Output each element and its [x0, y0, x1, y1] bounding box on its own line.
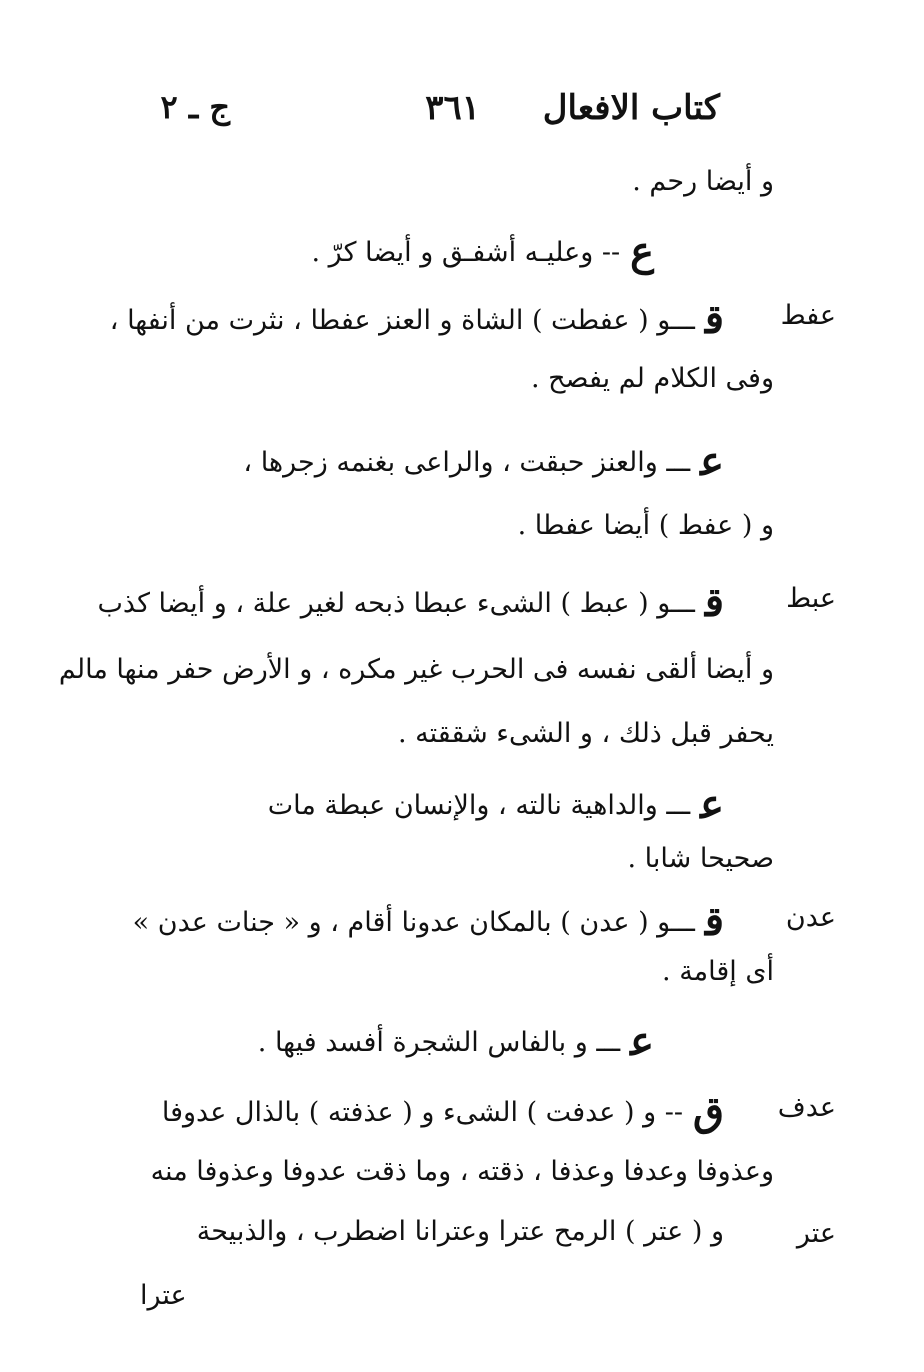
line-text: ـــو ( عفطت ) الشاة و العنز عفطا ، نثرت من أنفها ، [109, 305, 695, 336]
line-text: أى إقامة . [662, 956, 774, 987]
text-line [112, 720, 774, 747]
line-text: و أيضا رحم . [632, 166, 774, 197]
text-line [112, 228, 654, 275]
line-text: صحيحا شابا . [627, 843, 774, 874]
text-line [112, 168, 774, 195]
root-word: عدن [785, 902, 836, 933]
section-marker: ع [630, 228, 654, 275]
volume-label: ج ـ ٢ [160, 88, 230, 126]
section-marker: ع [630, 1018, 654, 1065]
line-text: ـــ والعنز حبقت ، والراعى بغنمه زجرها ، [243, 447, 691, 478]
line-text: و ( عفط ) أيضا عفطا . [517, 510, 774, 541]
line-text: ـــو ( عبط ) الشىء عبطا ذبحه لغير علة ، و أيضا كذب [97, 588, 695, 619]
line-text: و أيضا ألقى نفسه فى الحرب غير مكره ، و الأرض حفر منها مالم [58, 654, 774, 685]
line-text: -- و ( عدفت ) الشىء و ( عذفته ) بالذال عدوفا [161, 1097, 683, 1128]
page-number: ٣٦١ [425, 88, 480, 128]
page-header [120, 88, 720, 138]
text-line [112, 365, 774, 392]
text-line [112, 512, 774, 539]
line-text: يحفر قبل ذلك ، و الشىء شققته . [398, 718, 774, 749]
section-marker: ع [700, 781, 724, 828]
line-text: و ( عتر ) الرمح عترا وعترانا اضطرب ، والذبيحة [196, 1216, 724, 1247]
book-title: كتاب الافعال [542, 88, 720, 128]
section-marker: ق [704, 898, 724, 945]
text-line [112, 781, 724, 828]
text-line [112, 845, 774, 872]
section-marker: ع [700, 438, 724, 485]
line-text: ـــو ( عدن ) بالمكان عدونا أقام ، و « جنات عدن » [132, 907, 695, 938]
line-text: وفى الكلام لم يفصح . [530, 363, 774, 394]
root-word: عفط [780, 300, 836, 331]
text-line [112, 438, 724, 485]
text-line [109, 296, 724, 343]
text-line [112, 898, 724, 945]
line-text: عترا [140, 1280, 187, 1311]
text-line [112, 1018, 654, 1065]
text-line [112, 958, 774, 985]
section-marker: ق [704, 579, 724, 626]
text-line [112, 1158, 774, 1185]
text-line [97, 579, 724, 626]
root-word: عدف [777, 1092, 836, 1123]
line-text: ـــ والداهية نالته ، والإنسان عبطة مات [267, 790, 691, 821]
text-line [58, 654, 774, 685]
root-word: عبط [786, 583, 836, 614]
root-word: عتر [796, 1218, 836, 1249]
section-marker: ق [704, 296, 724, 343]
text-line [112, 1088, 724, 1135]
section-marker: ق [692, 1088, 724, 1135]
line-text: ـــ و بالفاس الشجرة أفسد فيها . [257, 1027, 621, 1058]
line-text: وعذوفا وعدفا وعذفا ، ذقته ، وما ذقت عدوفا وعذوفا منه [150, 1156, 774, 1187]
text-line [112, 1218, 724, 1245]
line-text: -- وعليـه أشفـق و أيضا كرّ . [311, 237, 621, 268]
text-line [140, 1282, 187, 1309]
